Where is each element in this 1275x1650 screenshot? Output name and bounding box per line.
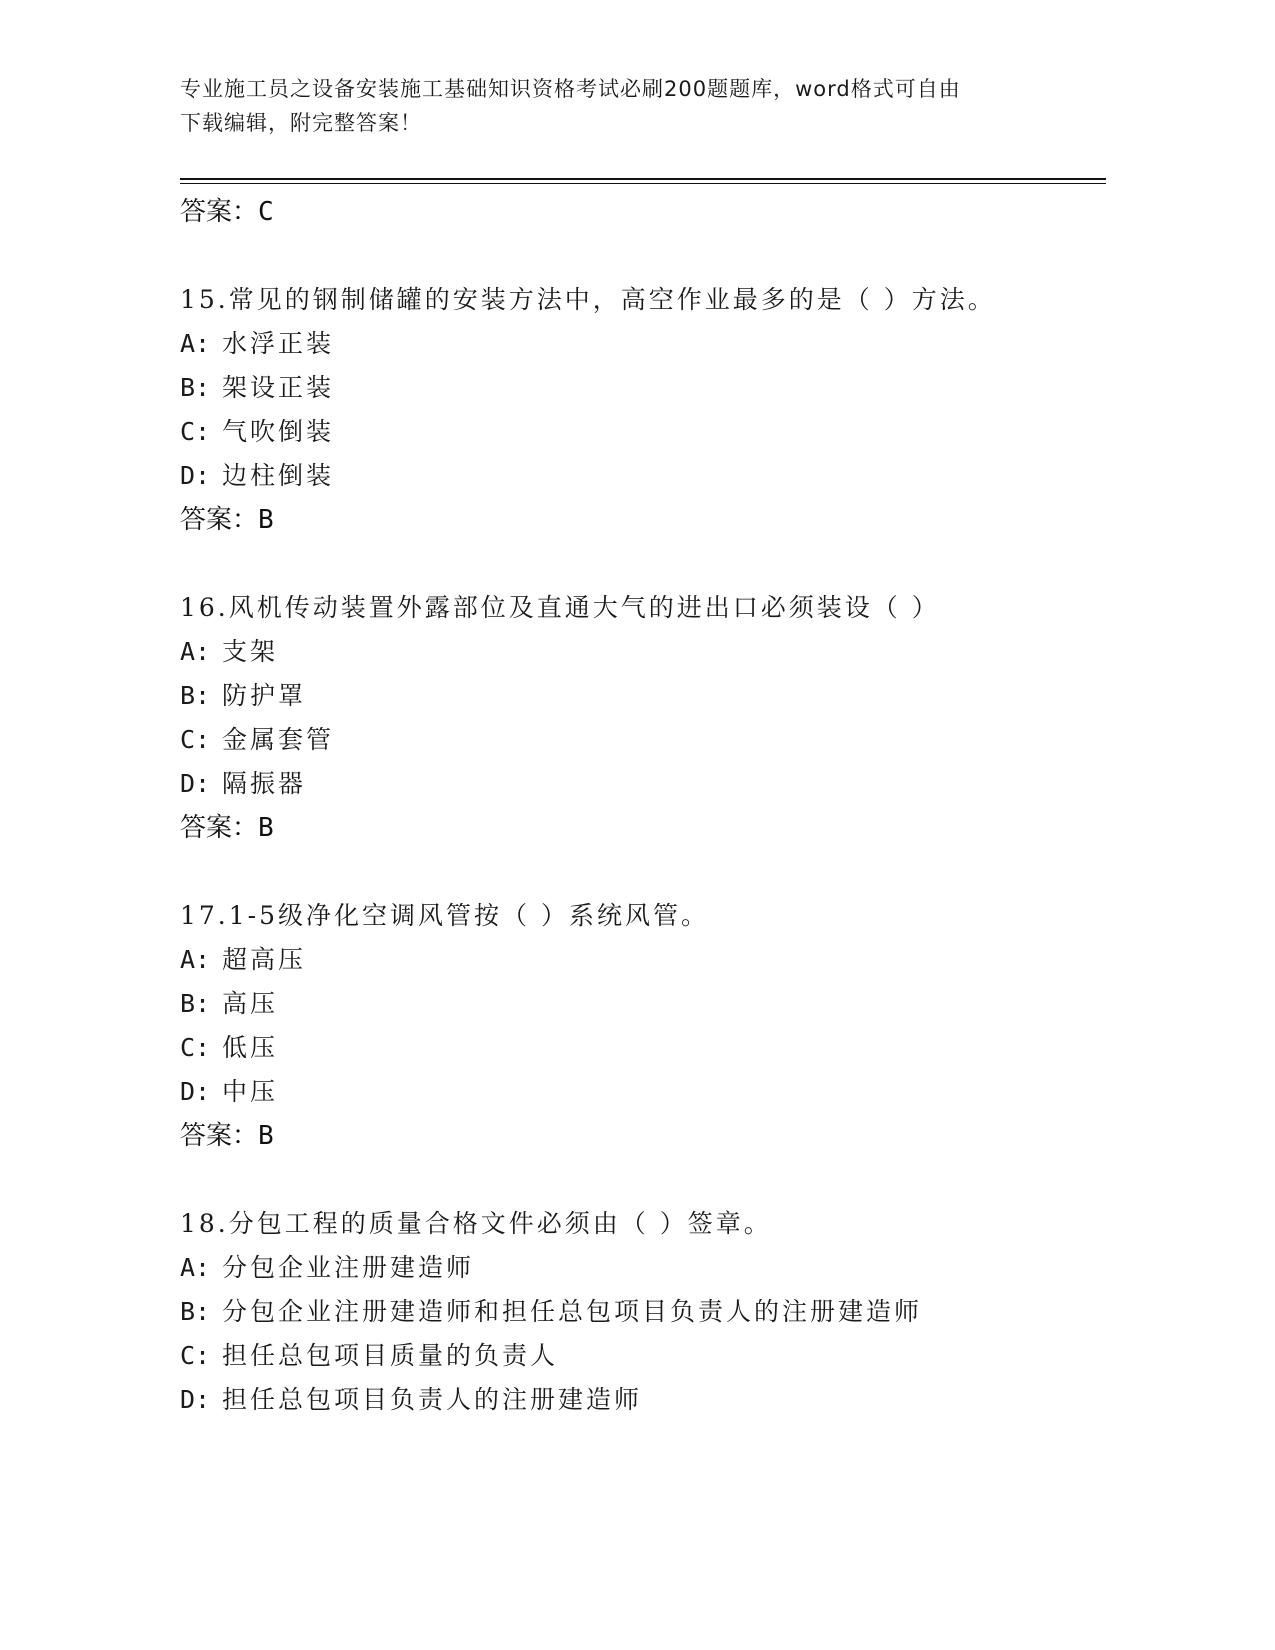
answer-label: 答案： [180, 505, 259, 535]
question-block-18 [180, 1202, 1110, 1422]
option-text: 担任总包项目负责人的注册建造师 [222, 1385, 643, 1414]
option-c [180, 1334, 1110, 1378]
option-d [180, 762, 1110, 806]
header-line-2: 下载编辑，附完整答案！ [180, 111, 422, 135]
option-d [180, 1378, 1110, 1422]
option-c [180, 410, 1110, 454]
question-block-17 [180, 894, 1110, 1158]
document-header [180, 72, 1040, 140]
answer-label: 答案： [180, 813, 259, 843]
option-text: 边柱倒装 [222, 461, 335, 490]
option-letter: C: [180, 725, 211, 754]
header-divider-thin [180, 183, 1106, 184]
option-letter: B: [180, 1297, 211, 1326]
answer-value: C [258, 197, 274, 227]
option-a [180, 1246, 1110, 1290]
answer-line [180, 1114, 1110, 1158]
question-text: 17.1-5级净化空调风管按（ ）系统风管。 [180, 901, 709, 930]
question-text: 15.常见的钢制储罐的安装方法中，高空作业最多的是（ ）方法。 [180, 285, 996, 314]
option-letter: B: [180, 373, 211, 402]
option-letter: C: [180, 1341, 211, 1370]
option-letter: C: [180, 1033, 211, 1062]
option-c [180, 1026, 1110, 1070]
option-text: 分包企业注册建造师 [222, 1253, 475, 1282]
option-a [180, 938, 1110, 982]
option-a [180, 322, 1110, 366]
option-text: 气吹倒装 [222, 417, 335, 446]
option-letter: D: [180, 1077, 211, 1106]
option-c [180, 718, 1110, 762]
option-d [180, 1070, 1110, 1114]
option-text: 分包企业注册建造师和担任总包项目负责人的注册建造师 [222, 1297, 923, 1326]
answer-line [180, 498, 1110, 542]
answer-value: B [258, 813, 274, 843]
question-list [180, 190, 1110, 1422]
option-d [180, 454, 1110, 498]
option-text: 低压 [222, 1033, 279, 1062]
option-text: 架设正装 [222, 373, 335, 402]
option-b [180, 674, 1110, 718]
option-a [180, 630, 1110, 674]
option-letter: A: [180, 945, 211, 974]
question-block-15 [180, 278, 1110, 542]
option-letter: A: [180, 1253, 211, 1282]
question-text: 18.分包工程的质量合格文件必须由（ ）签章。 [180, 1209, 772, 1238]
header-line-1: 专业施工员之设备安装施工基础知识资格考试必刷200题题库，word格式可自由 [180, 77, 961, 101]
option-text: 隔振器 [222, 769, 307, 798]
option-text: 防护罩 [222, 681, 307, 710]
option-b [180, 1290, 1110, 1334]
option-text: 中压 [222, 1077, 279, 1106]
option-b [180, 982, 1110, 1026]
option-b [180, 366, 1110, 410]
question-block-16 [180, 586, 1110, 850]
answer-line [180, 190, 1110, 234]
answer-label: 答案： [180, 1121, 259, 1151]
option-letter: B: [180, 681, 211, 710]
option-letter: D: [180, 1385, 211, 1414]
option-text: 金属套管 [222, 725, 335, 754]
option-text: 水浮正装 [222, 329, 335, 358]
option-text: 支架 [222, 637, 279, 666]
option-letter: C: [180, 417, 211, 446]
header-divider-thick [180, 178, 1106, 180]
option-letter: A: [180, 329, 211, 358]
option-letter: A: [180, 637, 211, 666]
option-letter: D: [180, 769, 211, 798]
option-text: 担任总包项目质量的负责人 [222, 1341, 559, 1370]
option-letter: B: [180, 989, 211, 1018]
answer-label: 答案： [180, 197, 259, 227]
answer-value: B [258, 505, 274, 535]
answer-line [180, 806, 1110, 850]
question-text: 16.风机传动装置外露部位及直通大气的进出口必须装设（ ） [180, 593, 940, 622]
option-text: 高压 [222, 989, 279, 1018]
option-letter: D: [180, 461, 211, 490]
answer-value: B [258, 1121, 274, 1151]
option-text: 超高压 [222, 945, 307, 974]
